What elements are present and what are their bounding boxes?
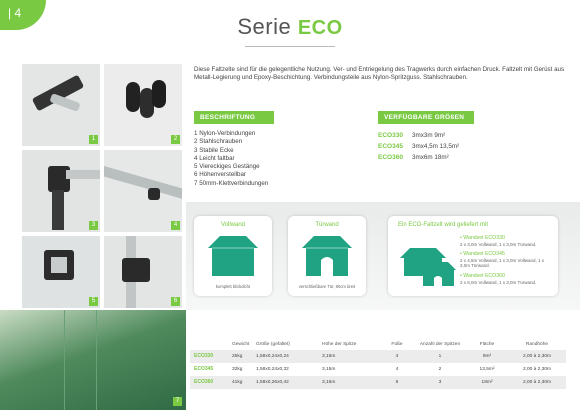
card-vollwand — [194, 216, 272, 296]
table-header: Gewicht Größe (gefaltet) Höhe der Spitze Füße Anzahl der Spitzen Fläche Randhöhe — [232, 342, 549, 347]
features-list — [194, 130, 344, 188]
list-item: 3 Stabile Ecke — [194, 146, 234, 154]
card-title: Türwand — [315, 222, 339, 228]
photo-foldable-frame — [104, 150, 182, 232]
photo-velcro-walls — [0, 310, 186, 410]
photo-number: 5 — [89, 297, 98, 306]
title-divider — [245, 46, 335, 47]
photo-stable-corner — [22, 150, 100, 232]
size-row: ECO330 3mx3m 9m² — [378, 132, 446, 139]
page-number: 4 — [14, 6, 22, 20]
photo-number: 1 — [89, 135, 98, 144]
sizes-heading: VERFÜGBARE GRÖßEN — [378, 111, 474, 124]
tent-door-wall-icon — [302, 234, 352, 280]
photo-number: 3 — [89, 221, 98, 230]
supplied-entry: • Wandset ECO330 2 x 3,0m Vollwand, 1 x 3,0m Türwand. — [460, 235, 537, 247]
table-row: ECO345 32kg 1,58x0,24x0,32 3,15m 4 2 13,5m² 2,00 à 2,30m — [194, 366, 551, 372]
features-heading: BESCHRIFTUNG — [194, 111, 274, 124]
list-item: 6 Höhenverstellbar — [194, 171, 246, 179]
photo-number: 2 — [171, 135, 180, 144]
page-number-tab: | 4 — [0, 0, 46, 30]
photo-steel-screws — [104, 64, 182, 146]
table-row: ECO330 25kg 1,58x0,24x0,24 3,15m 4 1 9m² 2,00 à 2,30m — [190, 350, 566, 363]
list-item: 4 Leicht faltbar — [194, 154, 235, 162]
size-row: ECO345 3mx4,5m 13,5m² — [378, 143, 460, 150]
supplied-entry: • Wandset ECO360 2 x 6,0m Vollwand, 1 x 3,0m Türwand. — [460, 273, 537, 285]
specs-table — [190, 339, 566, 389]
page-title — [0, 14, 580, 40]
tent-set-icon — [396, 242, 456, 288]
photo-square-pole — [22, 236, 100, 308]
photo-number: 7 — [173, 397, 182, 406]
photo-height-adjustable — [104, 236, 182, 308]
card-supplied — [388, 216, 558, 296]
list-item: 1 Nylon-Verbindungen — [194, 130, 256, 137]
card-tuerwand — [288, 216, 366, 296]
list-item: 5 Viereckiges Gestänge — [194, 163, 260, 171]
supplied-entry: • Wandset ECO345 2 x 4,5m Vollwand, 1 x 3,0m Vollwand, 1 x 3,0m Türwand. — [460, 251, 545, 268]
supplied-title: Ein ECO-Faltzelt wird geliefert mit — [398, 222, 489, 228]
size-row: ECO360 3mx6m 18m² — [378, 154, 449, 161]
intro-text: Diese Faltzelte sind für die gelegentliche Nutzung. Ver- und Entriegelung des Tragwerks durch einfachen Druck. Faltzelt mit Gerüst aus Metall-Legierung und Epoxy-Beschichtung. Verbindungsteile aus Nylon-Spritzguss. Stahlschrauben. — [194, 66, 565, 82]
photo-nylon-connector — [22, 64, 100, 146]
card-title: Vollwand — [220, 222, 246, 228]
list-item: 7 50mm-Klettverbindungen — [194, 179, 269, 187]
list-item: 2 Stahlschrauben — [194, 138, 243, 146]
title-brand: ECO — [297, 17, 343, 39]
tent-full-wall-icon — [208, 234, 258, 280]
photo-number: 4 — [171, 221, 180, 230]
card-caption: komplett blickdicht — [215, 284, 251, 289]
photo-number: 6 — [171, 297, 180, 306]
table-row: ECO360 41kg 1,58x0,26x0,42 3,15m 6 3 18m² 2,00 à 2,30m — [190, 376, 566, 389]
card-caption: verschließbare Tür, 90cm breit — [298, 284, 356, 289]
title-text: Serie — [237, 14, 292, 39]
sizes-list — [378, 130, 568, 163]
